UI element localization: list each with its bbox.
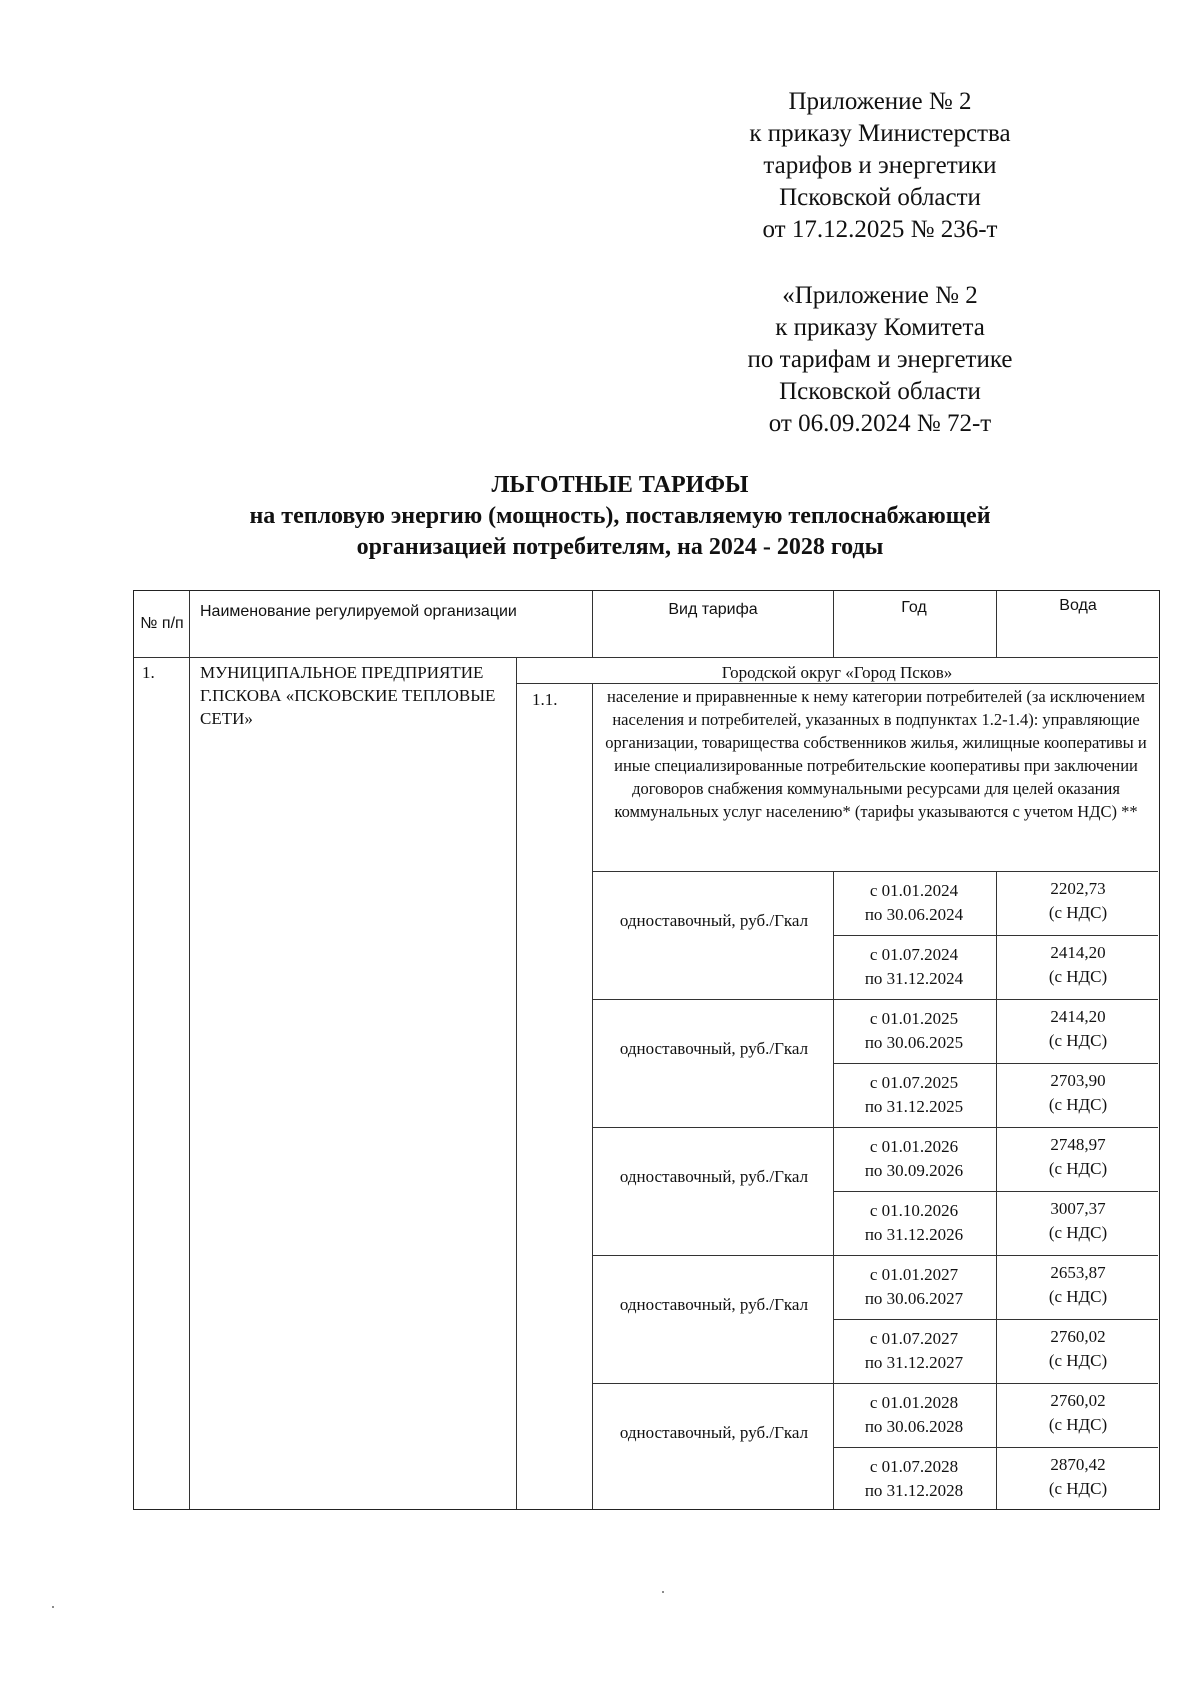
period-from: с 01.07.2028 bbox=[869, 1457, 959, 1476]
vat-note: (с НДС) bbox=[1048, 1479, 1108, 1498]
tariff-value-cell bbox=[998, 1133, 1158, 1181]
period-from: с 01.07.2024 bbox=[869, 945, 959, 964]
period-to: по 31.12.2025 bbox=[864, 1097, 964, 1116]
appendix-line: по тарифам и энергетике bbox=[747, 346, 1013, 373]
period-cell bbox=[834, 1007, 994, 1055]
tariff-value-cell bbox=[998, 1453, 1158, 1501]
tariff-value: 3007,37 bbox=[1050, 1199, 1106, 1218]
tariff-value: 2202,73 bbox=[1050, 879, 1106, 898]
period-to: по 30.09.2026 bbox=[864, 1161, 964, 1180]
header-num: № п/п bbox=[140, 615, 184, 632]
period-to: по 30.06.2028 bbox=[864, 1417, 964, 1436]
appendix-line: от 06.09.2024 № 72-т bbox=[768, 410, 992, 437]
col-rule bbox=[996, 871, 997, 1509]
organization-name: МУНИЦИПАЛЬНОЕ ПРЕДПРИЯТИЕ Г.ПСКОВА «ПСКОВСКИЕ ТЕПЛОВЫЕ СЕТИ» bbox=[200, 663, 496, 728]
district-name: Городской округ «Город Псков» bbox=[721, 663, 953, 682]
period-from: с 01.07.2025 bbox=[869, 1073, 959, 1092]
vat-note: (с НДС) bbox=[1048, 1031, 1108, 1050]
appendix-line: «Приложение № 2 bbox=[782, 282, 978, 309]
col-rule bbox=[189, 591, 190, 1509]
tariff-value: 2760,02 bbox=[1050, 1327, 1106, 1346]
vat-note: (с НДС) bbox=[1048, 903, 1108, 922]
tariff-value-cell bbox=[998, 1069, 1158, 1117]
group-rule bbox=[592, 1383, 1158, 1384]
tariff-value-cell bbox=[998, 1197, 1158, 1245]
title-line: организацией потребителям, на 2024 - 2028 годы bbox=[356, 534, 884, 560]
tariff-value-cell bbox=[998, 1005, 1158, 1053]
vat-note: (с НДС) bbox=[1048, 1223, 1108, 1242]
vat-note: (с НДС) bbox=[1048, 1159, 1108, 1178]
appendix-reference-previous bbox=[680, 280, 1080, 440]
group-rule bbox=[592, 999, 1158, 1000]
row-number: 1. bbox=[142, 663, 155, 682]
tariff-value: 2748,97 bbox=[1050, 1135, 1106, 1154]
vat-note: (с НДС) bbox=[1048, 1351, 1108, 1370]
period-from: с 01.01.2027 bbox=[869, 1265, 959, 1284]
tariff-value-cell bbox=[998, 1325, 1158, 1373]
period-cell bbox=[834, 1327, 994, 1375]
vat-note: (с НДС) bbox=[1048, 967, 1108, 986]
sub-number: 1.1. bbox=[532, 690, 558, 709]
tariff-value-cell bbox=[998, 1261, 1158, 1309]
group-rule bbox=[592, 1127, 1158, 1128]
tariff-value: 2703,90 bbox=[1050, 1071, 1106, 1090]
appendix-line: Псковской области bbox=[779, 378, 981, 405]
period-from: с 01.01.2026 bbox=[869, 1137, 959, 1156]
period-to: по 31.12.2024 bbox=[864, 969, 964, 988]
scan-speck bbox=[662, 1591, 664, 1593]
category-bottom-rule bbox=[592, 871, 1158, 872]
tariff-type: одноставочный, руб./Гкал bbox=[619, 911, 809, 930]
period-cell bbox=[834, 1455, 994, 1503]
header-water: Вода bbox=[1059, 597, 1097, 614]
vat-note: (с НДС) bbox=[1048, 1415, 1108, 1434]
appendix-line: тарифов и энергетики bbox=[763, 152, 997, 179]
period-to: по 30.06.2024 bbox=[864, 905, 964, 924]
appendix-line: от 17.12.2025 № 236-т bbox=[762, 216, 998, 243]
period-to: по 31.12.2026 bbox=[864, 1225, 964, 1244]
document-title bbox=[120, 470, 1120, 563]
appendix-reference-current bbox=[680, 86, 1080, 246]
tariff-value-cell bbox=[998, 1389, 1158, 1437]
header-bottom-rule bbox=[134, 657, 1158, 658]
period-cell bbox=[834, 879, 994, 927]
header-tariff-type: Вид тарифа bbox=[668, 601, 758, 618]
title-line: на тепловую энергию (мощность), поставляемую теплоснабжающей bbox=[249, 503, 991, 529]
period-to: по 30.06.2025 bbox=[864, 1033, 964, 1052]
period-cell bbox=[834, 1071, 994, 1119]
tariff-value-cell bbox=[998, 941, 1158, 989]
period-from: с 01.01.2028 bbox=[869, 1393, 959, 1412]
col-rule bbox=[592, 591, 593, 657]
tariff-value: 2414,20 bbox=[1050, 1007, 1106, 1026]
tariff-type: одноставочный, руб./Гкал bbox=[619, 1423, 809, 1442]
tariff-value: 2414,20 bbox=[1050, 943, 1106, 962]
period-from: с 01.01.2024 bbox=[869, 881, 959, 900]
header-year: Год bbox=[901, 599, 927, 616]
appendix-line: к приказу Комитета bbox=[775, 314, 985, 341]
tariff-value-cell bbox=[998, 877, 1158, 925]
tariff-value: 2760,02 bbox=[1050, 1391, 1106, 1410]
appendix-line: к приказу Министерства bbox=[749, 120, 1011, 147]
period-from: с 01.10.2026 bbox=[869, 1201, 959, 1220]
period-to: по 31.12.2027 bbox=[864, 1353, 964, 1372]
period-cell bbox=[834, 1135, 994, 1183]
vat-note: (с НДС) bbox=[1048, 1095, 1108, 1114]
tariff-type: одноставочный, руб./Гкал bbox=[619, 1295, 809, 1314]
tariff-type: одноставочный, руб./Гкал bbox=[619, 1167, 809, 1186]
tariff-type: одноставочный, руб./Гкал bbox=[619, 1039, 809, 1058]
appendix-line: Приложение № 2 bbox=[788, 88, 972, 115]
appendix-line: Псковской области bbox=[779, 184, 981, 211]
tariff-value: 2653,87 bbox=[1050, 1263, 1106, 1282]
period-cell bbox=[834, 1391, 994, 1439]
period-cell bbox=[834, 1199, 994, 1247]
period-to: по 30.06.2027 bbox=[864, 1289, 964, 1308]
vat-note: (с НДС) bbox=[1048, 1287, 1108, 1306]
group-rule bbox=[592, 1255, 1158, 1256]
period-cell bbox=[834, 943, 994, 991]
tariff-table bbox=[133, 590, 1160, 1510]
consumer-category: население и приравненные к нему категории потребителей (за исключением населения и потребителей, указанных в подпунктах 1.2-1.4): управляющие организации, товарищества собственников жилья, жилищные кооперативы и иные специализированные потребительские кооперативы при заключении договоров снабжения коммунальными ресурсами для целей оказания коммунальных услуг населению* (тарифы указываются с учетом НДС) ** bbox=[605, 687, 1147, 821]
col-rule bbox=[996, 591, 997, 657]
scan-speck bbox=[52, 1606, 54, 1608]
period-from: с 01.07.2027 bbox=[869, 1329, 959, 1348]
tariff-value: 2870,42 bbox=[1050, 1455, 1106, 1474]
col-rule bbox=[592, 683, 593, 1509]
period-cell bbox=[834, 1263, 994, 1311]
title-line: ЛЬГОТНЫЕ ТАРИФЫ bbox=[491, 472, 749, 498]
header-org: Наименование регулируемой организации bbox=[200, 603, 517, 620]
period-from: с 01.01.2025 bbox=[869, 1009, 959, 1028]
col-rule bbox=[516, 657, 517, 1509]
period-to: по 31.12.2028 bbox=[864, 1481, 964, 1500]
